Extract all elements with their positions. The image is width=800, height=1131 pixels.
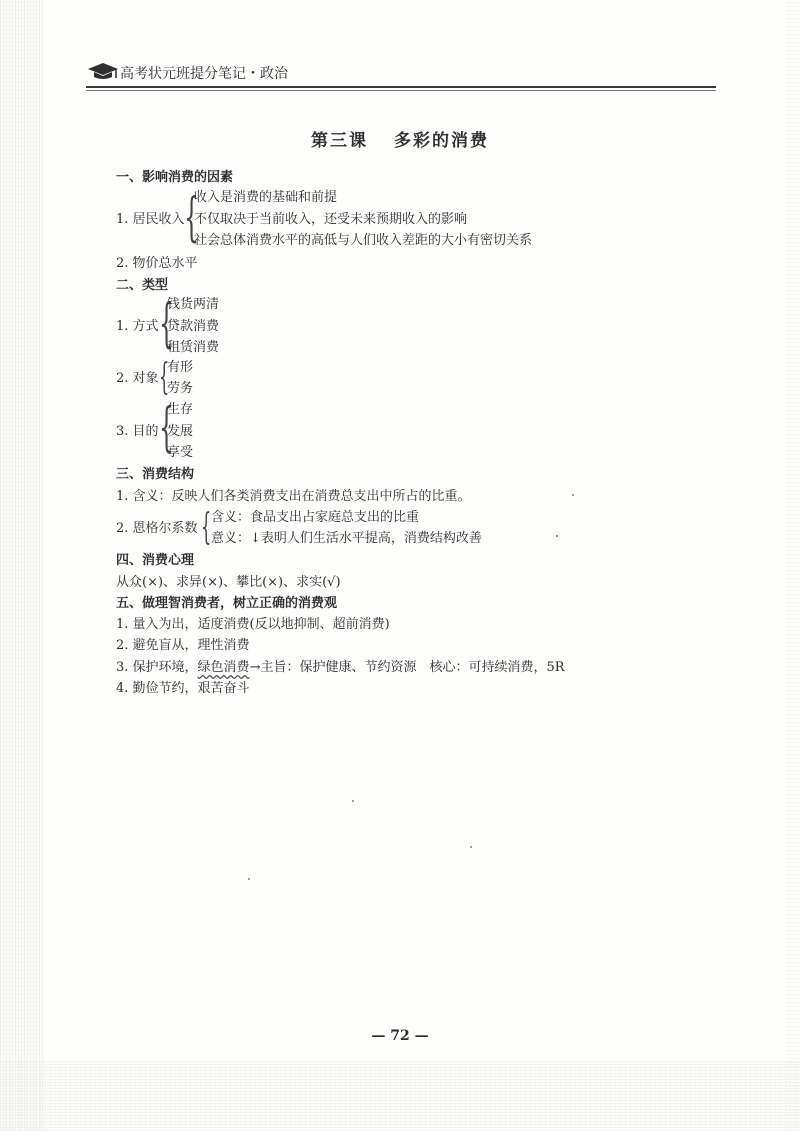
brace-item: 不仅取决于当前收入，还受未来预期收入的影响 [194,212,468,227]
green-consumption-term: 绿色消费 [197,660,250,675]
left-brace: { [159,294,174,354]
brace-item: 有形 [167,360,194,375]
brace-item: 钱货两清 [167,297,220,312]
left-brace: { [201,507,212,548]
scan-edge-left [0,0,44,1131]
brace-item: 生存 [167,402,194,417]
lesson-number: 第三课 [311,131,368,151]
section-heading: 三、消费结构 [116,467,195,482]
brace-item: 贷款消费 [167,319,220,334]
section-heading: 四、消费心理 [116,553,195,568]
header-title: 高考状元班提分笔记・政治 [120,66,288,82]
scan-speck [248,878,250,880]
graduation-cap-icon [86,60,120,82]
scan-edge-right [786,0,800,1131]
list-item-text: →主旨：保护健康、节约资源 核心：可持续消费，5R [249,660,565,675]
scan-speck [572,494,574,496]
list-item: 1. 量入为出，适度消费(反以地抑制、超前消费) [116,617,390,632]
lesson-title [0,126,800,151]
item-label: 3. 目的 [116,424,159,439]
brace-item: 社会总体消费水平的高低与人们收入差距的大小有密切关系 [194,233,533,248]
section-heading: 五、做理智消费者，树立正确的消费观 [116,596,338,611]
scan-speck [470,846,472,848]
left-brace: { [184,188,199,248]
header-rule [86,86,716,88]
lesson-name: 多彩的消费 [394,131,489,151]
brace-item: 发展 [167,424,194,439]
list-item: 2. 物价总水平 [116,256,198,271]
brace-item: 意义：↓表明人们生活水平提高，消费结构改善 [211,531,482,546]
list-item [116,660,565,676]
section-heading: 二、类型 [116,278,169,293]
item-label: 1. 居民收入 [116,212,185,227]
page-number: — 72 — [371,1028,429,1044]
brace-item: 租赁消费 [167,340,220,355]
list-item: 2. 避免盲从，理性消费 [116,638,250,653]
section-heading: 一、影响消费的因素 [116,170,234,185]
brace-item: 含义：食品支出占家庭总支出的比重 [211,510,420,525]
brace-item: 享受 [167,445,194,460]
scan-edge-bottom [0,1061,800,1131]
left-brace: { [159,398,174,458]
scan-speck [556,535,558,537]
list-item: 4. 勤俭节约，艰苦奋斗 [116,681,250,696]
left-brace: { [159,357,170,398]
item-label: 2. 恩格尔系数 [116,521,198,536]
brace-item: 收入是消费的基础和前提 [194,190,338,205]
scan-speck [352,800,354,802]
list-item: 从众(×)、求异(×)、攀比(×)、求实(√) [116,575,341,590]
item-label: 1. 方式 [116,319,159,334]
header-rule-thin [86,90,716,91]
item-label: 2. 对象 [116,371,159,386]
list-item: 1. 含义：反映人们各类消费支出在消费总支出中所占的比重。 [116,489,471,504]
brace-item: 劳务 [167,381,194,396]
list-item-text: 3. 保护环境， [116,660,198,675]
